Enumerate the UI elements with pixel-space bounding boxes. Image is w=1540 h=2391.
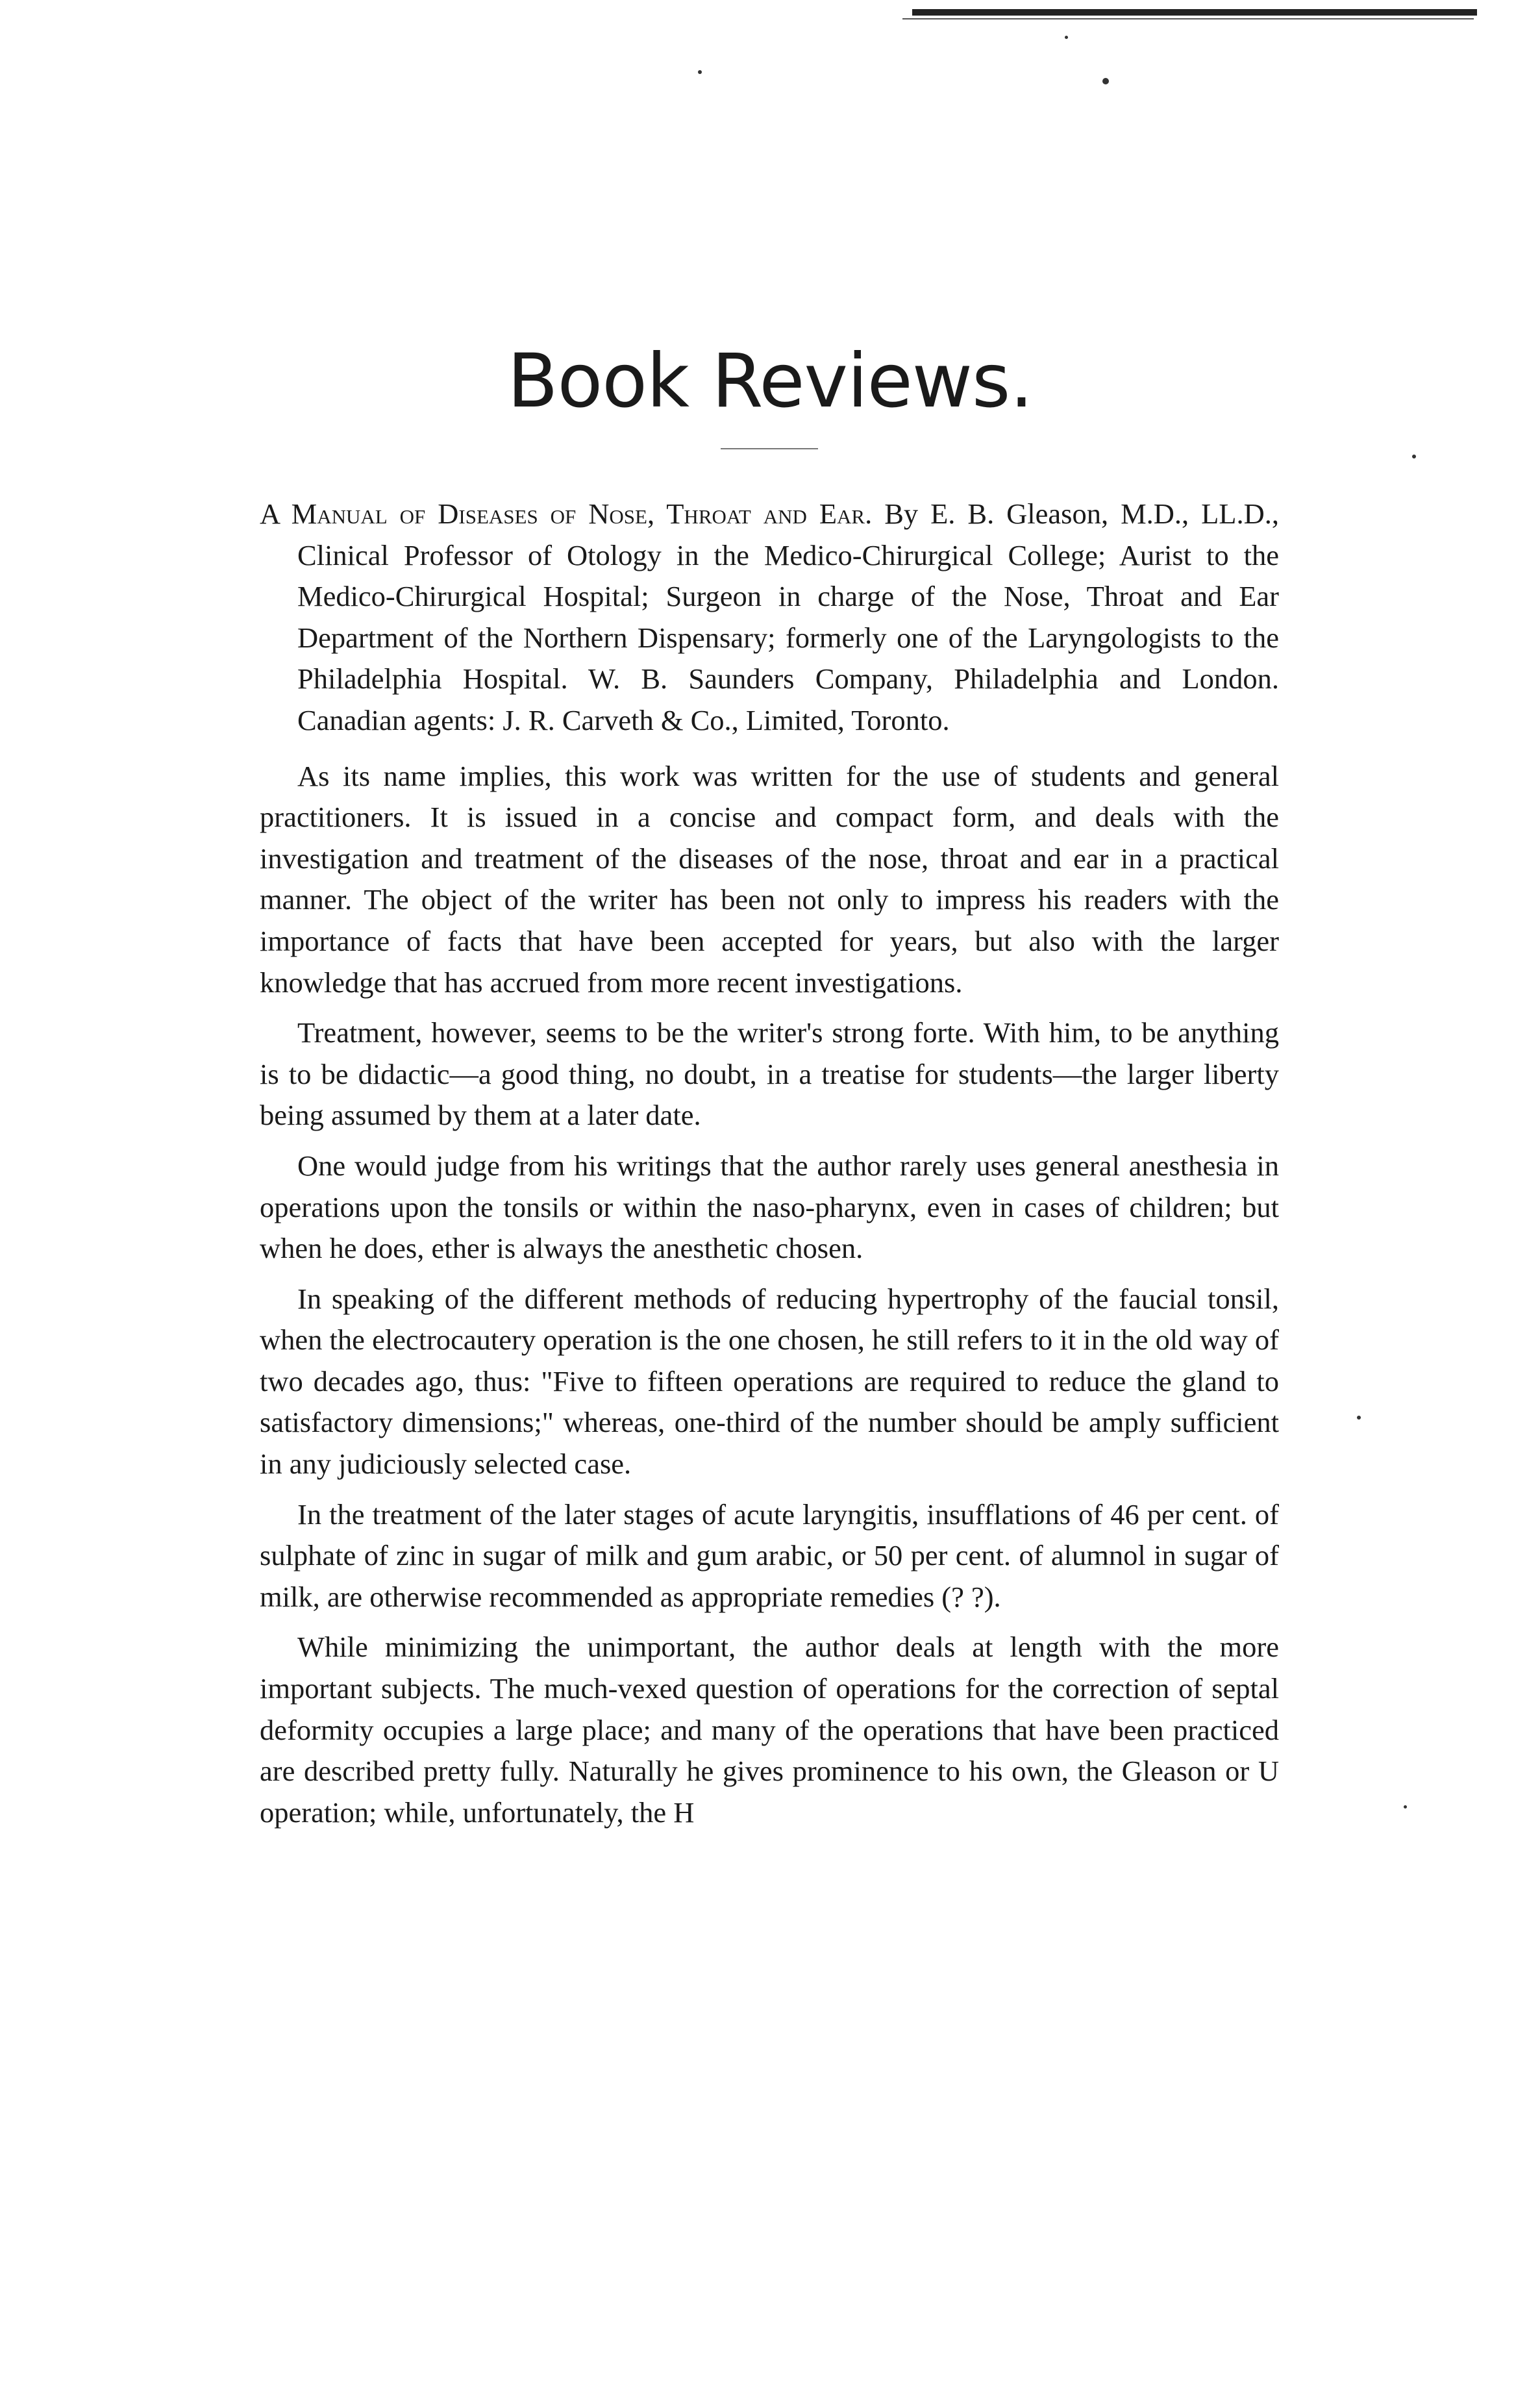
scan-speck (698, 70, 702, 74)
book-entry (260, 494, 1279, 742)
title-underline-rule (721, 448, 818, 449)
review-paragraph: In speaking of the different methods of reducing hypertrophy of the faucial tonsil, when the electrocautery operation is the one chosen, he still refers to it in the old way of two decades ago, thus: "Five to fifteen operations are required to reduce the gland to satisfactory dimensions;" whereas, one-third of the number should be amply sufficient in any judiciously selected case. (260, 1282, 1279, 1481)
review-body (260, 494, 1279, 1842)
scan-speck (1357, 1416, 1361, 1420)
review-paragraph: In the treatment of the later stages of acute laryngitis, insufflations of 46 per cent. of sulphate of zinc in sugar of milk and gum arabic, or 50 per cent. of alumnol in sugar of milk, are otherwise recommended as appropriate remedies (? ?). (260, 1497, 1279, 1613)
scan-speck (1102, 78, 1109, 84)
review-paragraph: One would judge from his writings that the author rarely uses general anesthesia in operations upon the tonsils or within the naso-pharynx, even in cases of children; but when he does, ether is always the anesthetic chosen. (260, 1149, 1279, 1265)
top-border-rule-thin (902, 18, 1474, 19)
book-citation: By E. B. Gleason, M.D., LL.D., Clinical Professor of Otology in the Medico-Chirurgical College; Aurist to the Medico-Chirurgical Hospital; Surgeon in charge of the Nose, Throat and Ear Department of the Northern Dispensary; formerly one of the Laryngologists to the Philadelphia Hospital. W. B. Saunders Company, Philadelphia and London. Canadian agents: J. R. Carveth & Co., Limited, Toronto. (297, 497, 1279, 736)
scan-speck (1412, 455, 1416, 458)
scan-speck (1065, 36, 1068, 39)
review-paragraph: As its name implies, this work was written for the use of students and general practitioners. It is issued in a concise and compact form, and deals with the investigation and treatment of the diseases of the nose, throat and ear in a practical manner. The object of the writer has been not only to impress his readers with the importance of facts that have been accepted for years, but also with the larger knowledge that has accrued from more recent investigations. (260, 759, 1279, 999)
review-paragraph: Treatment, however, seems to be the writer's strong forte. With him, to be anything is to be didactic—a good thing, no doubt, in a treatise for students—the larger liberty being assumed by them at a later date. (260, 1016, 1279, 1132)
page-title: Book Reviews. (507, 338, 1033, 424)
review-paragraph: While minimizing the unimportant, the author deals at length with the more important subjects. The much-vexed question of operations for the correction of septal deformity occupies a large place; and many of the operations that have been practiced are described pretty fully. Naturally he gives prominence to his own, the Gleason or U operation; while, unfortunately, the H (260, 1631, 1279, 1829)
book-title: A Manual of Diseases of Nose, Throat and Ear. (260, 497, 873, 530)
top-border-rule (912, 9, 1477, 16)
scan-speck (1404, 1805, 1407, 1809)
